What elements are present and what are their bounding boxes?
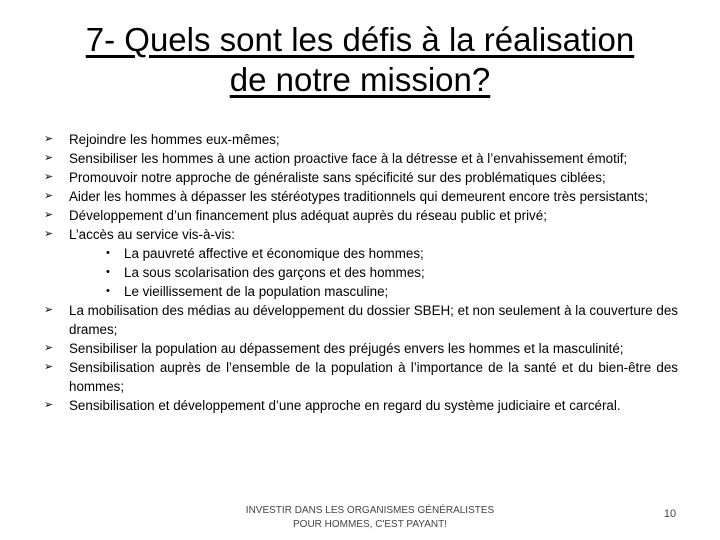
arrow-bullet-icon: ➢ [44, 228, 54, 240]
footer-line-2: POUR HOMMES, C'EST PAYANT! [293, 519, 447, 530]
arrow-bullet-icon: ➢ [44, 133, 54, 145]
arrow-bullet-icon: ➢ [44, 361, 54, 373]
list-item [44, 130, 678, 149]
sub-bullet-list [69, 244, 678, 301]
list-item [44, 225, 678, 301]
list-item-text: La mobilisation des médias au développement du dossier SBEH; et non seulement à la couverture des drames; [69, 303, 678, 337]
list-item-text: Sensibilisation auprès de l’ensemble de la population à l’importance de la santé et du bien-être des hommes; [69, 360, 678, 394]
arrow-bullet-icon: ➢ [44, 171, 54, 183]
arrow-bullet-icon: ➢ [44, 152, 54, 164]
arrow-bullet-icon: ➢ [44, 190, 54, 202]
arrow-bullet-icon: ➢ [44, 209, 54, 221]
list-item-text: Développement d’un financement plus adéquat auprès du réseau public et privé; [69, 208, 547, 223]
list-item-text: L’accès au service vis-à-vis: [69, 227, 235, 242]
sub-list-item-text: La sous scolarisation des garçons et des hommes; [124, 265, 425, 280]
list-item [44, 396, 678, 415]
list-item [44, 339, 678, 358]
list-item-text: Aider les hommes à dépasser les stéréotypes traditionnels qui demeurent encore très persistants; [69, 189, 649, 204]
list-item [44, 206, 678, 225]
list-item [44, 168, 678, 187]
list-item [44, 301, 678, 339]
sub-list-item [102, 244, 678, 263]
list-item-text: Promouvoir notre approche de généraliste sans spécificité sur des problématiques ciblées; [69, 170, 606, 185]
list-item-text: Sensibiliser la population au dépassement des préjugés envers les hommes et la masculinité; [69, 341, 624, 356]
list-item [44, 358, 678, 396]
list-item [44, 187, 678, 206]
sub-list-item [102, 282, 678, 301]
slide-footer [230, 504, 510, 532]
list-item-text: Rejoindre les hommes eux-mêmes; [69, 132, 280, 147]
sub-list-item-text: Le vieillissement de la population masculine; [124, 284, 389, 299]
dot-bullet-icon: • [106, 266, 110, 278]
title-line-1: 7- Quels sont les défis à la réalisation [85, 21, 635, 58]
dot-bullet-icon: • [106, 285, 110, 297]
sub-list-item-text: La pauvreté affective et économique des hommes; [124, 246, 424, 261]
arrow-bullet-icon: ➢ [44, 304, 54, 316]
bullet-list [44, 130, 678, 415]
list-item [44, 149, 678, 168]
page-number: 10 [663, 508, 677, 520]
footer-line-1: INVESTIR DANS LES ORGANISMES GÉNÉRALISTES [245, 505, 495, 516]
arrow-bullet-icon: ➢ [44, 342, 54, 354]
dot-bullet-icon: • [106, 247, 110, 259]
arrow-bullet-icon: ➢ [44, 399, 54, 411]
list-item-text: Sensibiliser les hommes à une action proactive face à la détresse et à l’envahissement émotif; [69, 151, 628, 166]
sub-list-item [102, 263, 678, 282]
slide-title [40, 20, 680, 100]
list-item-text: Sensibilisation et développement d’une approche en regard du système judiciaire et carcéral. [69, 398, 621, 413]
title-line-2: de notre mission? [229, 61, 491, 98]
